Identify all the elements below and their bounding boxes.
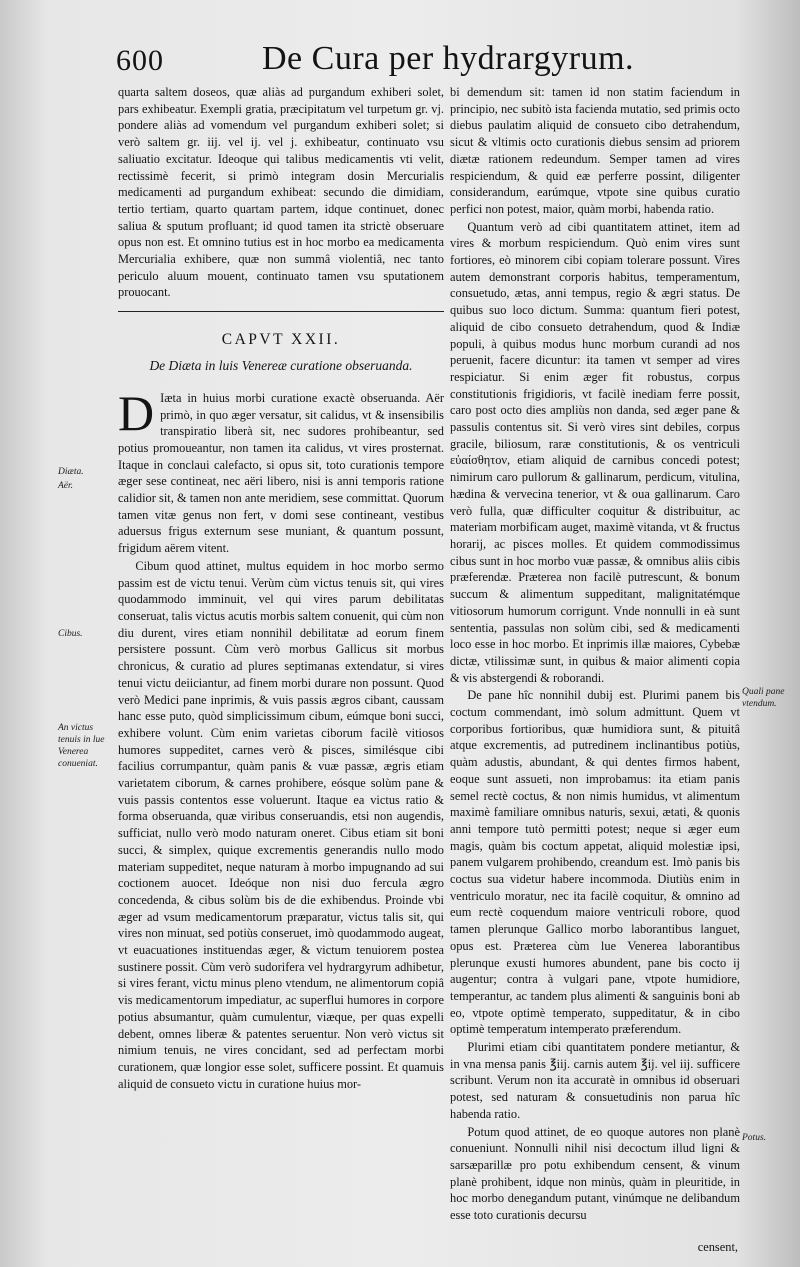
catchword: censent,: [697, 1240, 738, 1254]
left-column: [118, 84, 444, 1092]
drink-paragraph: Potum quod attinet, de eo quoque autores non planè conueniunt. Nonnulli nihil nisi decoctum illud ligni & sarsæparillæ pro potu exhibendum censent, & vinum planè prohibent, idque non minùs, quàm in pleuritide, in hoc morbo denegandum putant, vinúmque ne delibandum esse toto curationis decursu: [450, 1124, 740, 1223]
quantity-paragraph: Quantum verò ad cibi quantitatem attinet, item ad vires & morbum respiciendum. Quò enim vires sunt fortiores, eò minorem cibi copiam tolerare possunt. Vires autem demonstrant corporis habitus, temperamentum, consuetudo, ætas, anni tempus, regio & ægri status. De quibus suo loco dictum. Summa: quantum fieri potest, aliquid de cibo consueto detrahendum, quod & Indiæ populi, à quibus modus hunc morbum curandi ad nos peruenit, facere dicuntur: ita tamen vt semper ad vires respiciatur. Si enim æger fit robustus, corpus constitutionis frigidioris, vt facilè inediam ferre possit, caro post octo dies ampliùs non danda, sed æger pane & passulis contentus sit. Si verò vires sint debiles, corpus gracile, biliosum, raræ constitutionis, & os ventriculi εὐαίσθητον, etiam aliquid de carnibus concedi potest; nimirum caro pullorum & gallinarum, perdicum, vitulina, hædina & vervecina tenerior, vt & oua gallinarum. Caro verò fulla, quæ difficulter coquitur & distribuitur, ac materiam morbificam auget, maximè vitanda, vt & fructus horarij, ac pisces molles. Et quidem commodissimus cibus sunt in hoc morbo vuæ passæ, & omnibus aliis cibis præferendæ. Præterea non facilè putrescunt, & bonum succum & alimentum suppeditant, malignitatémque vitiosorum humorum corrigunt. Vnde nonnulli in eà sunt sententia, passulas non solùm cibi, sed & medicamenti loco esse in hoc morbo. Et inprimis illæ maiores, Cybebæ dictæ, vtilissimæ sunt, in quibus & maior alimenti copia & vis abstergendi & roborandi.: [450, 219, 740, 685]
page-number: 600: [116, 44, 164, 77]
margin-note-aer: Aër.: [58, 481, 74, 491]
margin-note-quali-pane: Quali pane vtendum.: [742, 687, 785, 709]
chapter-subtitle: De Diæta in luis Venereæ curatione obseruanda.: [149, 357, 413, 373]
margin-note-cibus: Cibus.: [58, 629, 83, 639]
right-column: [450, 84, 740, 1224]
drop-cap: D: [118, 384, 155, 441]
diet-paragraph: [118, 384, 444, 557]
continued-paragraph: bi demendum sit: tamen id non statim faciendum in principio, nec subitò ista facienda mutatio, sed primis octo diebus paulatim aliquid de consueto cibo detrahendum, sicut & vltimis octo curationis diebus sensim ad priorem diætæ rationem redeundum. Semper tamen ad vires respiciendum, & quid eæ perferre possint, diligenter considerandum, earúmque, vtpote sine quibus curatio perfici non potest, maior, quàm morbi, habenda ratio.: [450, 85, 740, 216]
margin-note-victus: An victus tenuis in lue Venerea conueniat.: [58, 723, 105, 769]
margin-note-diaeta: Diæta.: [58, 467, 84, 477]
running-title: De Cura per hydrargyrum.: [262, 40, 635, 77]
bread-paragraph: De pane hîc nonnihil dubij est. Plurimi panem bis coctum commendant, imò solum admittunt. Quem vt corporibus fortioribus, quæ humidiora sunt, & pituitâ atque excrementis, ad putredinem inclinantibus potiùs, quàm adustis, abundant, & qui dentes firmos habent, eoque sunt assueti, non improbamus: ita etiam panis semel rectè coctus, & non nimis humidus, vt alimentum maximè familiare omnibus naturis, sexui, ætati, & quonis anni tempore tutò permitti potest; neque si æger eum magis, quàm bis coctum appetat, aliquid molestiæ ipsi, panem vulgarem prohibendo, creandum est. Imò panis bis coctus sua videtur habere incommoda. Diutiùs enim in ventriculo moratur, nec ita facilè coquitur, & omnino ad eum rectè coquendum maiore ventriculi robore, quod tamen plerunque Gallico morbo laborantibus languet, opus est. Præterea cùm lue Venerea laborantibus plerunque exusti humores abundent, pane bis cocto ij augentur; contra à vulgari pane, vtpote humidiore, temperantur, ac tandem plus alimenti & sanguinis boni ab eo, vtpote optimè temperato, suppeditatur, & in cibo optimè temperatum intemperato præferendum.: [450, 688, 740, 1037]
diet-paragraph-text: Iæta in huius morbi curatione exactè obseruanda. Aër primò, in quo æger versatur, sit calidus, vt & insensibilis transpiratio liberà sit, nec sudores prohibeantur, sed potius promoueantur, non tamen ita calidus, vt vires prosternat. Itaque in conclaui calefacto, si opus sit, toto curationis tempore æger sese contineat, nec aëri libero, nisi is anni temporis ratione calidior sit, & tamen non ante meridiem, sese committat. Quorum tamen vitæ genus non fert, v domi sese contineant, vestibus aduersus frigus externum sese muniant, & quantum possunt, frigidum aërem vitent.: [118, 390, 444, 556]
food-paragraph: Cibum quod attinet, multus equidem in hoc morbo sermo passim est de victu tenui. Verùm cùm victus tenuis sit, qui vires quodammodo imminuit, vel qui vires parum debilitatas conseruat, talis victus acutis morbis saltem conuenit, qui cùm non diu durent, vires etiam nonnihil debilitatæ ad eorum finem persistere possunt. Cùm verò morbus Gallicus sit morbus chronicus, & curatio ad plures septimanas extendatur, si vires tenui victu deiiciantur, ad finem morbi durare non possunt. Quod verò Medici pane inprimis, & vuis passis ægros cibant, caussam hanc esse puto, quòd simplicissimum cibum, eúmque boni succi, exhibere volunt. Cùm enim varietas ciborum facilè vitiosos humores suppeditet, carnes verò & pisces, similésque cibi facilius corrumpantur, quàm panis & vuæ passæ, ægris etiam varietatem ciborum, & carnes prohibere, eósque solùm pane & vuis passis contentos esse voluerunt. Itaque ea victus ratio & forma obseruanda, quæ viribus conseruandis, etsi non augendis, sufficiat, nullo verò modo naturam oneret. Cibus etiam sit boni succi, & simplex, quique excrementis generandis nullo modo materiam suppeditet, neque naturam à morbo impugnando ad sui coctionem auocet. Ideóque non nisi duo fercula ægro concedenda, & cibus solùm bis de die exhibendus. Proinde vbi æger ad vsum medicamentorum præparatur, victus talis sit, qui vires non minuat, sed potiùs conseruet, imò quodammodo augeat, vt euacuationes instituendas æger, & victum tenuiorem postea sustinere possit. Cùm verò sudorifera vel hydrargyrum adhibetur, si vires ferant, victu minus pleno vtendum, ne alimentorum copiâ vis medicamentorum impediatur, ac superflui humores in corpore potius absumantur, quàm cumulentur, viæque, per quas expelli debent, omnes liberæ & patentes seruentur. Non verò victus sit nimium tenuis, ne vires concidant, sed ad perfectam morbi curationem, quæ longior esse solet, sufficere possint. Et quamuis aliquid de consueto victu in curatione huius mor-: [118, 558, 444, 1091]
section-rule: [118, 311, 444, 312]
chapter-title: CAPVT XXII.: [221, 331, 341, 349]
intro-paragraph: quarta saltem doseos, quæ aliàs ad purgandum exhiberi solet, pars exhibeatur. Exempli gratia, præcipitatum vel turpetum gr. vj. pondere aliàs ad vomendum vel purgandum exhiberi solet; si verò saltem gr. iij. vel ij. vel j. exhibeatur, continuato vsu saliuatio excitatur. Ideoque qui talibus medicamentis vti velit, rectissimè fecerit, si primò integram dosin Mercurialis medicamenti ad purgandum exhibeat: secundo die dimidiam, tertio tertiam, quarto quartam partem, idque continuet, donec saliua & sputum profluant; id quod tamen ita strictè obseruare opus non est. Et omnino tutius est in hoc morbo ea medicamenta Mercurialia exhibere, quæ non summâ violentiâ, nec tanto periculo aluum mouent, continuato tamen vsu sputationem prouocant.: [118, 85, 444, 300]
weight-paragraph: Plurimi etiam cibi quantitatem pondere metiantur, & in vna mensa panis ℥iij. carnis autem ℥ij. vel iij. sufficere scribunt. Verum non ita accuratè in omnibus id obseruari potest, sed naturam & consuetudinis non parua hîc habenda ratio.: [450, 1040, 740, 1121]
margin-note-potus: Potus.: [742, 1133, 767, 1143]
